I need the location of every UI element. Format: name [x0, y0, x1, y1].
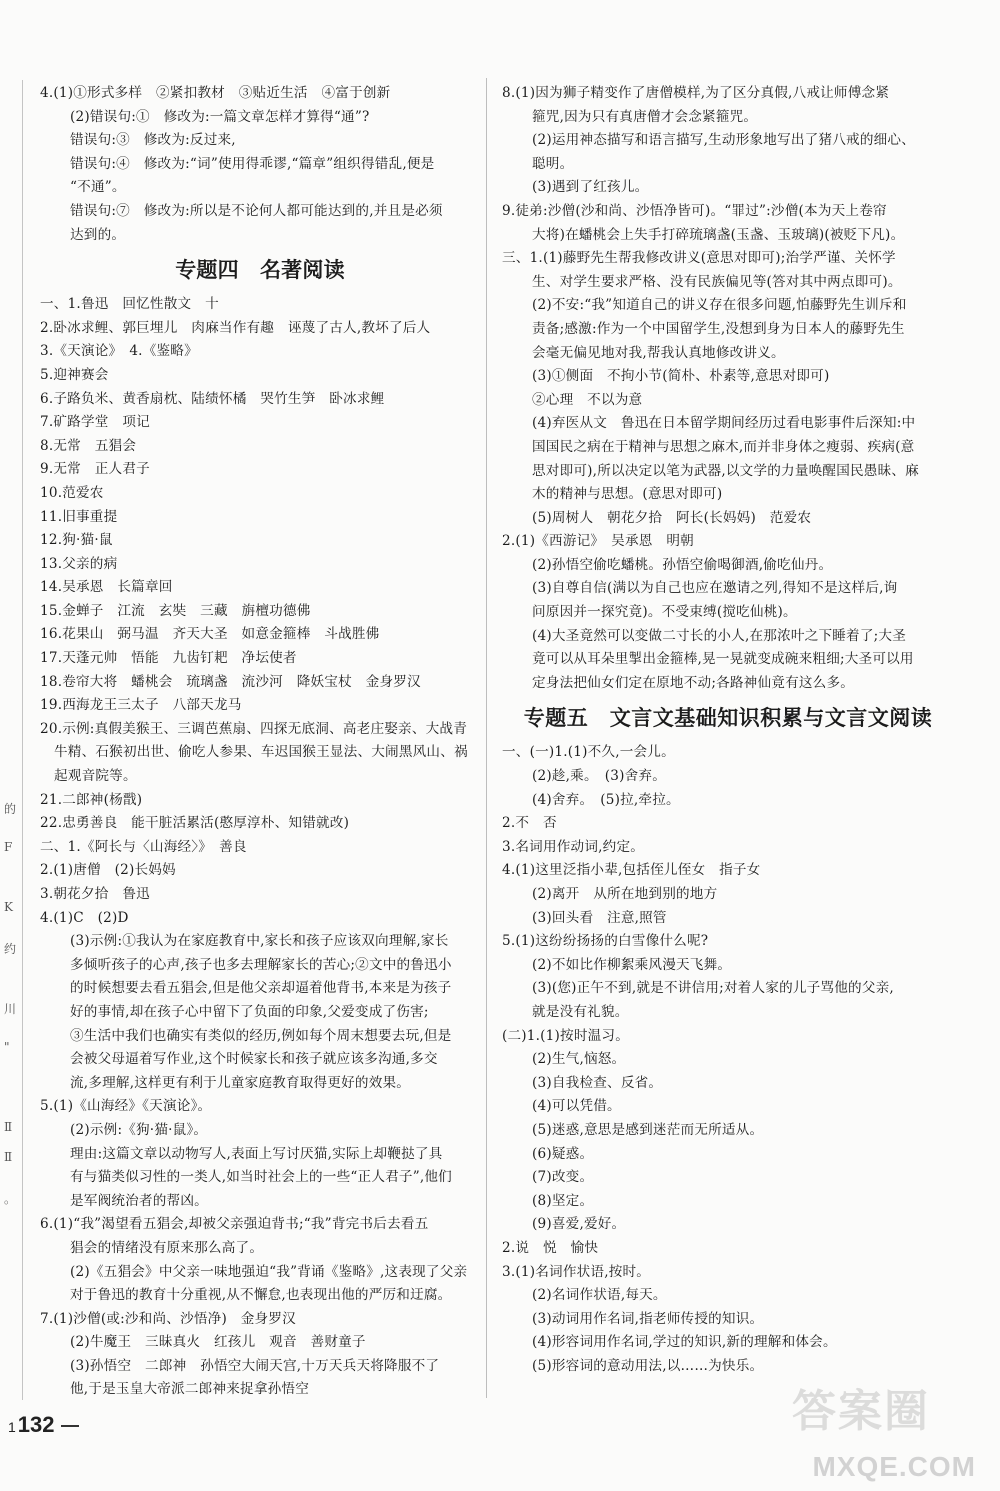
answer-line: (5)迷惑,意思是感到迷茫而无所适从。	[532, 1121, 764, 1138]
answer-line: 2.(1)唐僧 (2)长妈妈	[40, 862, 176, 879]
section-heading: 专题四 名著阅读	[175, 258, 345, 283]
answer-line: 21.二郎神(杨戬)	[40, 791, 143, 808]
column-divider	[486, 78, 487, 1398]
answer-line: 22.忠勇善良 能干脏活累活(憨厚淳朴、知错就改)	[40, 815, 350, 832]
answer-line: ②心理 不以为意	[532, 391, 643, 408]
answer-line: (2)趁,乘。 (3)舍弃。	[532, 768, 666, 785]
answer-line: 17.天蓬元帅 悟能 九齿钉耙 净坛使者	[40, 650, 297, 667]
answer-line: (5)周树人 朝花夕拾 阿长(长妈妈) 范爱农	[532, 509, 812, 526]
page-number	[8, 1412, 79, 1438]
watermark-logo: 答案圈	[792, 1386, 930, 1437]
margin-fragment: 川	[4, 1002, 17, 1016]
page-marker: 1	[8, 1419, 16, 1435]
margin-fragment: K	[4, 900, 13, 914]
answer-line: 国国民之病在于精神与思想之麻木,而并非身体之瘦弱、疾病(意	[532, 438, 915, 455]
answer-line: (3)孙悟空 二郎神 孙悟空大闹天宫,十万天兵天将降服不了	[70, 1357, 440, 1374]
answer-line: 7.(1)沙僧(或:沙和尚、沙悟净) 金身罗汉	[40, 1310, 296, 1327]
left-margin-rule	[22, 80, 23, 1400]
answer-line: 14.吴承恩 长篇章回	[40, 579, 173, 596]
answer-line: 11.旧事重提	[40, 508, 118, 525]
answer-line: 竟可以从耳朵里掣出金箍棒,晃一晃就变成碗来粗细;大圣可以用	[532, 651, 914, 668]
answer-line: (2)牛魔王 三昧真火 红孩儿 观音 善财童子	[70, 1334, 366, 1351]
answer-line: (2)名词作状语,每天。	[532, 1287, 667, 1304]
answer-line: (3)①侧面 不拘小节(简朴、朴素等,意思对即可)	[532, 368, 830, 385]
answer-line: 2.卧冰求鲤、郭巨埋儿 肉麻当作有趣 诬蔑了古人,教坏了后人	[40, 319, 431, 336]
answer-line: (4)形容词用作名词,学过的知识,新的理解和体会。	[532, 1334, 837, 1351]
answer-line: (3)示例:①我认为在家庭教育中,家长和孩子应该双向理解,家长	[70, 933, 449, 950]
margin-fragment: F	[4, 840, 13, 854]
answer-line: (6)疑惑。	[532, 1145, 594, 1162]
answer-line: 10.范爱农	[40, 484, 104, 501]
answer-line: “不通”。	[70, 179, 126, 196]
answer-line: 就是没有礼貌。	[532, 1003, 629, 1020]
answer-line: 3.(1)名词作状语,按时。	[502, 1263, 651, 1280]
margin-fragment: 约	[4, 942, 17, 956]
answer-line: (2)运用神态描写和语言描写,生动形象地写出了猪八戒的细心、	[532, 132, 916, 149]
answer-line: 16.花果山 弼马温 齐天大圣 如意金箍棒 斗战胜佛	[40, 626, 380, 643]
answer-line: (4)可以凭借。	[532, 1098, 621, 1115]
answer-line: 大将)在蟠桃会上失手打碎琉璃盏(玉盏、玉玻璃)(被贬下凡)。	[532, 226, 905, 243]
answer-line: 5.(1)《山海经》《天演论》。	[40, 1098, 212, 1115]
section-heading: 专题五 文言文基础知识积累与文言文阅读	[523, 706, 933, 731]
left-column	[40, 82, 480, 1402]
answer-line: 达到的。	[70, 226, 126, 243]
answer-line: (8)坚定。	[532, 1192, 594, 1209]
answer-line: 他,于是玉皇大帝派二郎神来捉拿孙悟空	[70, 1381, 310, 1398]
answer-line: 4.(1)①形式多样 ②紧扣教材 ③贴近生活 ④富于创新	[40, 85, 391, 101]
answer-line: 是军阀统治者的帮凶。	[70, 1192, 208, 1209]
page-number-text: 132	[17, 1412, 55, 1437]
answer-line: ③生活中我们也确实有类似的经历,例如每个周末想要去玩,但是	[70, 1027, 452, 1044]
answer-line: 8.(1)因为狮子精变作了唐僧模样,为了区分真假,八戒让师傅念紧	[502, 85, 890, 101]
answer-line: 19.西海龙王三太子 八部天龙马	[40, 697, 242, 714]
margin-fragment: Ⅱ	[4, 1120, 13, 1134]
answer-line: (2)不如比作柳絮乘风漫天飞舞。	[532, 956, 732, 973]
answer-line: 错误句:⑦ 修改为:所以是不论何人都可能达到的,并且是必须	[70, 202, 443, 219]
answer-line: 2.说 悦 愉快	[502, 1239, 599, 1256]
answer-line: 木的精神与思想。(意思对即可)	[532, 486, 723, 503]
answer-line: 12.狗·猫·鼠	[40, 532, 113, 549]
answer-line: 3.名词用作动词,约定。	[502, 838, 645, 855]
answer-line: (2)孙悟空偷吃蟠桃。孙悟空偷喝御酒,偷吃仙丹。	[532, 556, 833, 573]
answer-line: 责备;感激:作为一个中国留学生,没想到身为日本人的藤野先生	[532, 320, 905, 337]
answer-line: (2)离开 从所在地到别的地方	[532, 886, 718, 902]
answer-line: 6.(1)“我”渴望看五猖会,却被父亲强迫背书;“我”背完书后去看五	[40, 1216, 429, 1233]
answer-line: 3.朝花夕拾 鲁迅	[40, 886, 150, 902]
answer-line: (4)弃医从文 鲁迅在日本留学期间经历过看电影事件后深知:中	[532, 415, 916, 432]
answer-line: 牛精、石猴初出世、偷吃人参果、车迟国猴王显法、大闹黑风山、祸	[54, 744, 468, 761]
margin-fragment: Ⅱ	[4, 1150, 13, 1164]
answer-line: 猖会的情绪没有原来那么高了。	[70, 1239, 264, 1256]
answer-line: (2)生气,恼怒。	[532, 1051, 626, 1068]
answer-line: 2.(1)《西游记》 吴承恩 明朝	[502, 533, 694, 550]
answer-line: (2)错误句:① 修改为:一篇文章怎样才算得“通”?	[70, 108, 370, 125]
answer-line: 18.卷帘大将 蟠桃会 琉璃盏 流沙河 降妖宝杖 金身罗汉	[40, 673, 421, 690]
answer-line: 好的事情,却在孩子心中留下了负面的印象,父爱变成了伤害;	[70, 1003, 429, 1020]
answer-line: 9.徒弟:沙僧(沙和尚、沙悟净皆可)。“罪过”:沙僧(本为天上卷帘	[502, 202, 887, 219]
answer-line: (3)自我检查、反省。	[532, 1074, 663, 1091]
answer-line: 问原因并一探究竟)。不受束缚(搅吃仙桃)。	[532, 604, 797, 621]
answer-line: 7.矿路学堂 项记	[40, 414, 150, 431]
answer-line: 15.金蝉子 江流 玄奘 三藏 旃檀功德佛	[40, 602, 311, 619]
answer-line: 20.示例:真假美猴王、三调芭蕉扇、四探无底洞、高老庄娶亲、大战青	[40, 720, 468, 737]
answer-line: 一、(一)1.(1)不久,一会儿。	[502, 744, 675, 761]
answer-line: 错误句:④ 修改为:“词”使用得乖谬,“篇章”组织得错乱,便是	[70, 155, 435, 172]
answer-line: (5)形容词的意动用法,以……为快乐。	[532, 1357, 764, 1374]
answer-line: (3)回头看 注意,照管	[532, 909, 667, 926]
answer-line: 定身法把仙女们定在原地不动;各路神仙竟有这么多。	[532, 674, 855, 691]
answer-line: 多倾听孩子的心声,孩子也多去理解家长的苦心;②文中的鲁迅小	[70, 956, 452, 973]
answer-line: (7)改变。	[532, 1169, 594, 1186]
right-column	[502, 82, 954, 1378]
margin-fragment: "	[4, 1040, 10, 1054]
answer-line: 起观音院等。	[54, 768, 137, 785]
answer-line: (4)大圣竟然可以变做二寸长的小人,在那浓叶之下睡着了;大圣	[532, 627, 906, 644]
answer-line: 5.(1)这纷纷扬扬的白雪像什么呢?	[502, 933, 709, 950]
answer-line: 三、1.(1)藤野先生帮我修改讲义(意思对即可);治学严谨、关怀学	[502, 250, 896, 267]
answer-line: 箍咒,因为只有真唐僧才会念紧箍咒。	[532, 108, 758, 125]
answer-line: 5.迎神赛会	[40, 366, 109, 383]
answer-line: 会毫无偏见地对我,帮我认真地修改讲义。	[532, 344, 785, 361]
answer-line: 流,多理解,这样更有利于儿童家庭教育取得更好的效果。	[70, 1074, 411, 1091]
answer-line: (9)喜爱,爱好。	[532, 1216, 626, 1233]
answer-line: (3)遇到了红孩儿。	[532, 179, 649, 196]
answer-line: 4.(1)这里泛指小辈,包括侄儿侄女 指子女	[502, 862, 761, 879]
answer-line: (3)动词用作名词,指老师传授的知识。	[532, 1310, 764, 1327]
answer-line: (3)自尊自信(满以为自己也应在邀请之列,得知不是这样后,询	[532, 580, 898, 597]
watermark-url: MXQE.COM	[812, 1451, 976, 1482]
answer-line: (2)示例:《狗·猫·鼠》。	[70, 1121, 208, 1138]
answer-line: 2.不 否	[502, 815, 557, 832]
answer-line: 9.无常 正人君子	[40, 461, 150, 478]
answer-line: 生、对学生要求严格、没有民族偏见等(答对其中两点即可)。	[532, 273, 902, 290]
answer-line: 8.无常 五猖会	[40, 437, 137, 454]
answer-line: (2)不安:“我”知道自己的讲义存在很多问题,怕藤野先生训斥和	[532, 297, 907, 314]
answer-line: (二)1.(1)按时温习。	[502, 1027, 629, 1044]
answer-line: 一、1.鲁迅 回忆性散文 十	[40, 296, 219, 313]
answer-line: 会被父母逼着写作业,这个时候家长和孩子就应该多沟通,多交	[70, 1051, 438, 1068]
margin-fragment: 。	[4, 1192, 17, 1206]
answer-line: 6.子路负米、黄香扇枕、陆绩怀橘 哭竹生笋 卧冰求鲤	[40, 390, 385, 407]
answer-line: (2)《五猖会》中父亲一味地强迫“我”背诵《鉴略》,这表现了父亲	[70, 1263, 468, 1280]
answer-line: 错误句:③ 修改为:反过来,	[70, 132, 236, 149]
answer-line: 3.《天演论》 4.《鉴略》	[40, 343, 198, 360]
page-number-dash	[61, 1425, 79, 1427]
answer-line: 的时候想要去看五猖会,但是他父亲却逼着他背书,本来是为孩子	[70, 980, 452, 997]
answer-line: 聪明。	[532, 155, 574, 172]
answer-line: (3)(您)正午不到,就是不讲信用;对着人家的儿子骂他的父亲,	[532, 980, 894, 997]
answer-line: 对于鲁迅的教育十分重视,从不懈怠,也表现出他的严厉和迂腐。	[70, 1287, 452, 1304]
answer-line: 二、1.《阿长与〈山海经〉》 善良	[40, 838, 247, 855]
answer-line: 13.父亲的病	[40, 555, 118, 572]
answer-line: 理由:这篇文章以动物写人,表面上写讨厌猫,实际上却鞭挞了具	[70, 1145, 443, 1162]
answer-line: 4.(1)C (2)D	[40, 909, 129, 926]
margin-fragment: 的	[4, 802, 17, 816]
answer-line: 有与猫类似习性的一类人,如当时社会上的一些“正人君子”,他们	[70, 1169, 452, 1186]
answer-line: 思对即可),所以决定以笔为武器,以文学的力量唤醒国民愚昧、麻	[532, 462, 919, 479]
answer-line: (4)舍弃。 (5)拉,牵拉。	[532, 791, 680, 808]
